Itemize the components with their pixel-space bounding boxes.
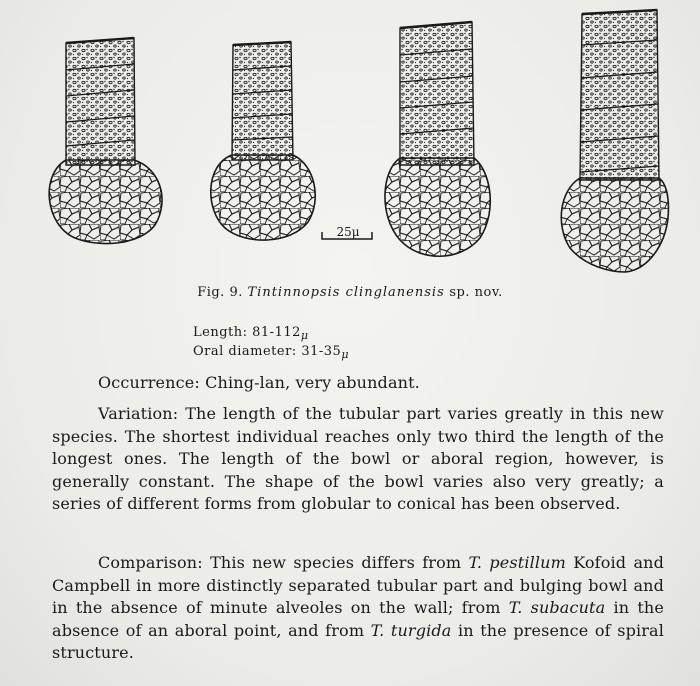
length-label: Length: — [193, 325, 248, 340]
caption-suffix: sp. nov. — [449, 285, 503, 300]
lorica-specimen-3 — [385, 22, 490, 256]
occurrence-paragraph — [52, 372, 664, 395]
length-unit: μ — [300, 329, 309, 342]
species-pestillum: T. pestillum — [468, 553, 566, 572]
species-subacuta: T. subacuta — [508, 598, 606, 618]
species-turgida: T. turgida — [370, 620, 452, 640]
comparison-text-4: in the presence of spiral structure. — [52, 620, 664, 663]
oral-unit: μ — [341, 348, 349, 361]
comparison-label: Comparison: — [98, 553, 203, 572]
lorica-specimen-2 — [211, 42, 315, 240]
scale-bar-label: 25μ — [336, 225, 360, 239]
oral-value: 31-35 — [301, 344, 342, 359]
occurrence-text: Ching-lan, very abundant. — [205, 373, 420, 392]
figure-caption — [0, 285, 700, 300]
length-value: 81-112 — [252, 325, 301, 340]
oral-diameter-measurement — [193, 344, 349, 361]
lorica-specimen-1 — [49, 38, 162, 244]
variation-paragraph — [52, 403, 664, 516]
occurrence-label: Occurrence: — [98, 373, 200, 392]
length-measurement — [193, 325, 309, 342]
scale-bar — [322, 225, 372, 239]
comparison-text-1: This new species differs from — [210, 553, 462, 572]
oral-label: Oral diameter: — [193, 344, 297, 359]
caption-label: Fig. 9. — [197, 285, 243, 300]
comparison-text-2: Kofoid and Campbell in more distinctly separated tubular part and bulging bowl and in the absence of minute alveoles on the wall; from — [52, 553, 664, 618]
variation-label: Variation: — [98, 404, 179, 423]
figure-illustration — [0, 0, 700, 280]
variation-text: The length of the tubular part varies greatly in this new species. The shortest individual reaches only two third the length of the longest ones. The length of the bowl or aboral region, however, is generally constant. The shape of the bowl varies also very greatly; a series of different forms from globular to conical has been observed. — [52, 404, 664, 514]
comparison-paragraph — [52, 552, 664, 665]
lorica-specimen-4 — [561, 10, 668, 272]
comparison-text-3: in the absence of an aboral point, and from — [52, 598, 664, 640]
caption-species: Tintinnopsis clinglanensis — [247, 285, 445, 300]
